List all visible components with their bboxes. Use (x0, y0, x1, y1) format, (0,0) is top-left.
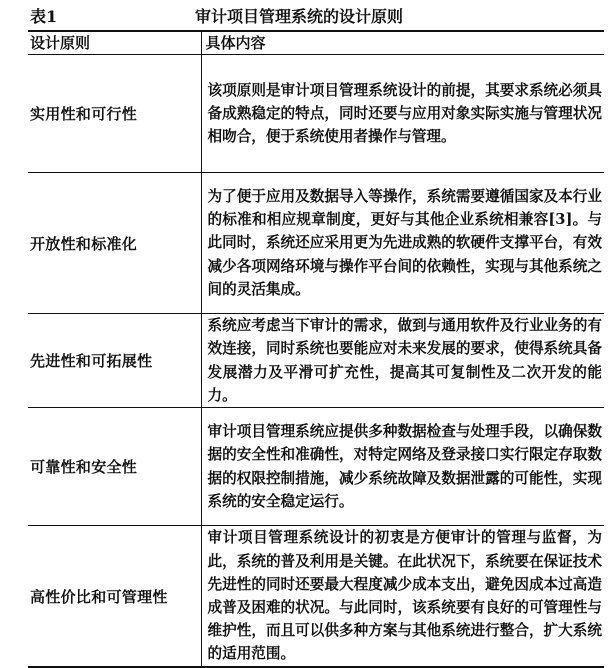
table-row (28, 173, 604, 314)
principle-cell: 高性价比和可管理性 (28, 526, 201, 668)
table-row (28, 55, 604, 173)
design-principles-table (28, 30, 604, 668)
table-row (28, 408, 604, 526)
principle-cell: 开放性和标准化 (28, 173, 201, 314)
content-cell: 该项原则是审计项目管理系统设计的前提，其要求系统必须具备成熟稳定的特点，同时还要与应用对象实际实施与管理状况相吻合，便于系统使用者操作与管理。 (201, 55, 604, 173)
content-cell: 审计项目管理系统设计的初衷是方便审计的管理与监督，为此，系统的普及利用是关键。在此状况下，系统要在保证技术先进性的同时还要最大程度减少成本支出，避免因成本过高造成普及困难的状况。与此同时，该系统要有良好的可管理性与维护性，而且可以供多种方案与其他系统进行整合，扩大系统的适用范围。 (201, 526, 604, 668)
table-number: 表1 (30, 7, 58, 26)
header-principle: 设计原则 (28, 31, 201, 55)
principle-cell: 先进性和可拓展性 (28, 314, 201, 408)
table-caption (30, 6, 590, 28)
table-row (28, 314, 604, 408)
table-title: 审计项目管理系统的设计原则 (195, 7, 404, 26)
header-row (28, 31, 604, 55)
content-cell: 为了便于应用及数据导入等操作，系统需要遵循国家及本行业的标准和相应规章制度，更好与其他企业系统相兼容[3]。与此同时，系统还应采用更为先进成熟的软硬件支撑平台，有效减少各项网络环境与操作平台间的依赖性，实现与其他系统之间的灵活集成。 (201, 173, 604, 314)
content-cell: 审计项目管理系统应提供多种数据检查与处理手段，以确保数据的安全性和准确性，对特定网络及登录接口实行限定存取数据的权限控制措施，减少系统故障及数据泄露的可能性，实现系统的安全稳定运行。 (201, 408, 604, 526)
table-row (28, 526, 604, 668)
principle-cell: 实用性和可行性 (28, 55, 201, 173)
header-content: 具体内容 (201, 31, 604, 55)
content-cell: 系统应考虑当下审计的需求，做到与通用软件及行业业务的有效连接，同时系统也要能应对未来发展的要求，使得系统具备发展潜力及平滑可扩充性，提高其可复制性及二次开发的能力。 (201, 314, 604, 408)
principle-cell: 可靠性和安全性 (28, 408, 201, 526)
